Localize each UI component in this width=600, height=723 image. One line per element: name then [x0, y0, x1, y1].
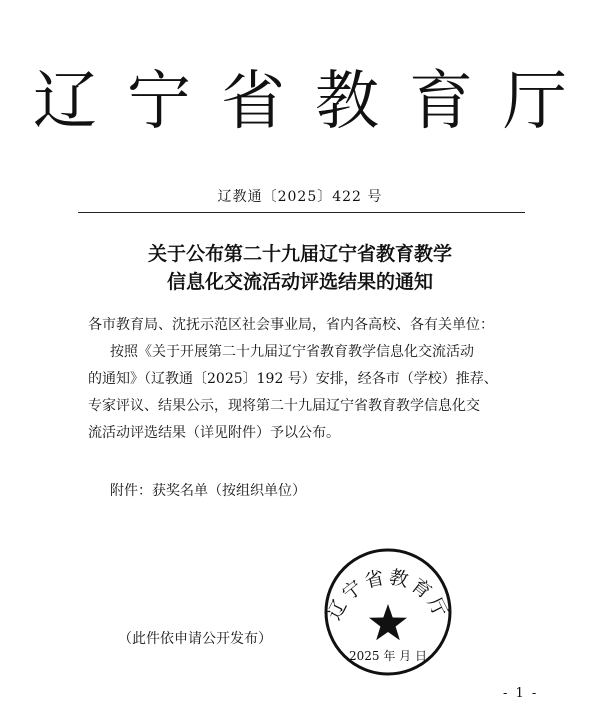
document-number: 辽教通〔2025〕422 号 — [217, 189, 383, 205]
seal-date-text: 2025 年 月 日 — [349, 649, 427, 663]
notice-title-line-1: 关于公布第二十九届辽宁省教育教学 — [147, 243, 452, 265]
paragraph-line: 流活动评选结果（详见附件）予以公布。 — [88, 425, 340, 441]
header-divider — [78, 212, 525, 213]
notice-title — [0, 240, 600, 296]
seal-star-icon — [369, 604, 407, 640]
notice-title-line-2: 信息化交流活动评选结果的通知 — [166, 271, 433, 293]
page-number: - 1 - — [503, 686, 539, 701]
paragraph-line: 的通知》（辽教通〔2025〕192 号）安排，经各市（学校）推荐、 — [88, 371, 498, 387]
official-seal — [318, 542, 458, 682]
seal-org-text: 辽宁省教育厅 — [323, 566, 453, 624]
attachment-line: 附件：获奖名单（按组织单位） — [110, 483, 306, 499]
release-note: （此件依申请公开发布） — [118, 631, 272, 647]
body-paragraph — [88, 339, 538, 447]
salutation: 各市教育局、沈抚示范区社会事业局，省内各高校、各有关单位： — [88, 317, 494, 333]
paragraph-line: 按照《关于开展第二十九届辽宁省教育教学信息化交流活动 — [110, 344, 474, 360]
issuing-org-title: 辽宁省教育厅 — [33, 65, 597, 139]
paragraph-line: 专家评议、结果公示，现将第二十九届辽宁省教育教学信息化交 — [88, 398, 480, 414]
